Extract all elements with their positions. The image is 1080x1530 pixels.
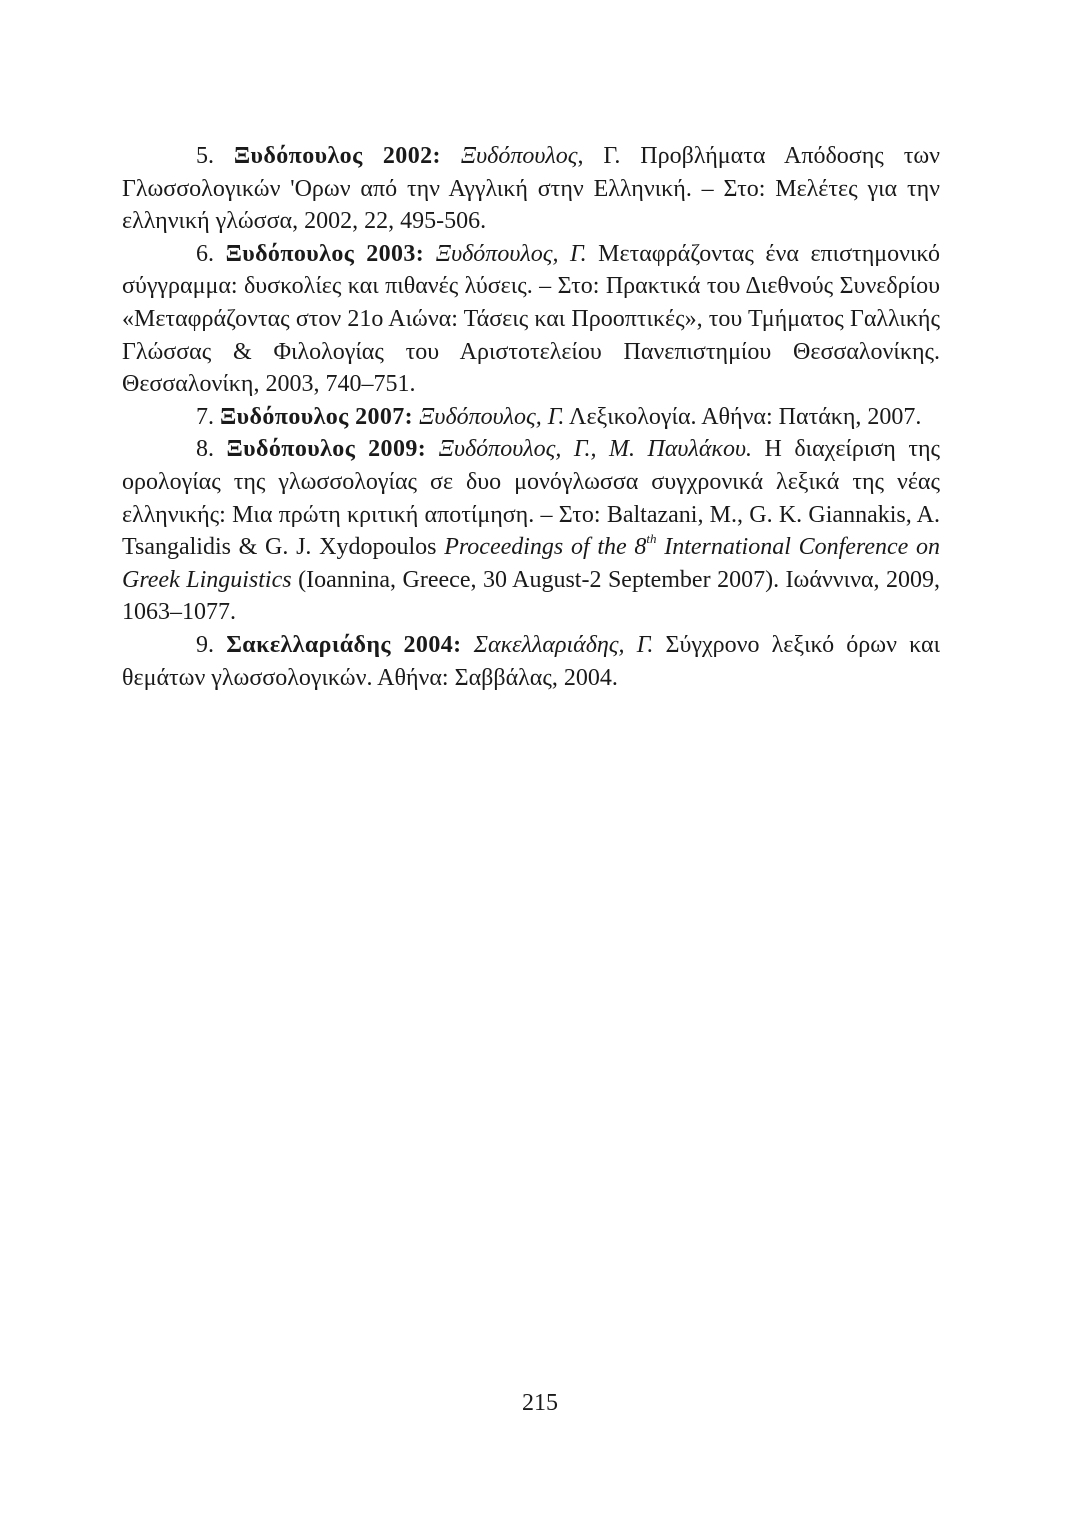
- reference-body: (Ioannina, Greece, 30 August-2 September 2007). Ιωάννινα, 2009, 1063–1077.: [122, 566, 940, 626]
- reference-body: Λεξικολογία. Αθήνα: Πατάκη, 2007.: [564, 403, 922, 430]
- reference-number: 9.: [196, 631, 214, 658]
- reference-entry-7: [122, 401, 940, 434]
- reference-entry-6: [122, 238, 940, 401]
- reference-body: , Γ. Προβλήματα Απόδοσης των Γλωσσολογικών 'Ορων από την Αγγλική στην Ελληνική. – Στο: Μελέτες για την ελληνική γλώσσα, 2002, 22, 495-506.: [122, 143, 940, 235]
- reference-author: Ξυδόπουλος: [460, 143, 578, 169]
- reference-list: [122, 140, 940, 694]
- reference-key: Ξυδόπουλος 2007:: [220, 403, 414, 430]
- reference-body: Σύγχρονο λεξικό όρων και θεμάτων γλωσσολογικών. Αθήνα: Σαββάλας, 2004.: [122, 631, 941, 691]
- reference-number: 8.: [196, 436, 214, 463]
- reference-key: Ξυδόπουλος 2003:: [225, 240, 425, 267]
- reference-body: Μεταφράζοντας ένα επιστημονικό σύγγραμμα: δυσκολίες και πιθανές λύσεις. – Στο: Πρακτικά του Διεθνούς Συνεδρίου «Μεταφράζοντας στον 21ο Αιώνα: Τάσεις και Προοπτικές», του Τμήματος Γαλλικής Γλώσσας & Φιλολογίας του Αριστοτελείου Πανεπιστημίου Θεσσαλονίκης. Θεσσαλονίκη, 2003, 740–751.: [122, 240, 940, 398]
- reference-entry-5: [122, 140, 940, 238]
- reference-author: Ξυδόπουλος, Γ., Μ. Παυλάκου.: [438, 436, 752, 463]
- reference-number: 6.: [196, 240, 214, 267]
- reference-number: 5.: [196, 143, 214, 169]
- ordinal-superscript: th: [646, 531, 657, 547]
- reference-key: Ξυδόπουλος 2009:: [226, 436, 427, 463]
- reference-entry-9: [122, 629, 940, 694]
- reference-key: Σακελλαριάδης 2004:: [226, 631, 462, 658]
- reference-number: 7.: [196, 403, 214, 430]
- reference-author: Σακελλαριάδης, Γ.: [473, 631, 654, 658]
- reference-key: Ξυδόπουλος 2002:: [233, 143, 441, 169]
- reference-title-part: International Conference on Greek Linguistics: [122, 534, 941, 593]
- reference-author: Ξυδόπουλος, Γ.: [435, 240, 587, 267]
- reference-author: Ξυδόπουλος, Γ.: [419, 403, 565, 430]
- page-number: 215: [522, 1390, 558, 1416]
- reference-body: Η διαχείριση της ορολογίας της γλωσσολογίας σε δυο μονόγλωσσα συγχρονικά λεξικά της νέας ελληνικής: Μια πρώτη κριτική αποτίμηση. – Στο: Baltazani, M., G. K. Giannakis, A. Tsangalidis & G. J. Xydopoulos: [122, 436, 941, 561]
- reference-entry-8: [122, 433, 940, 629]
- reference-title-part: Proceedings of the 8: [444, 534, 647, 561]
